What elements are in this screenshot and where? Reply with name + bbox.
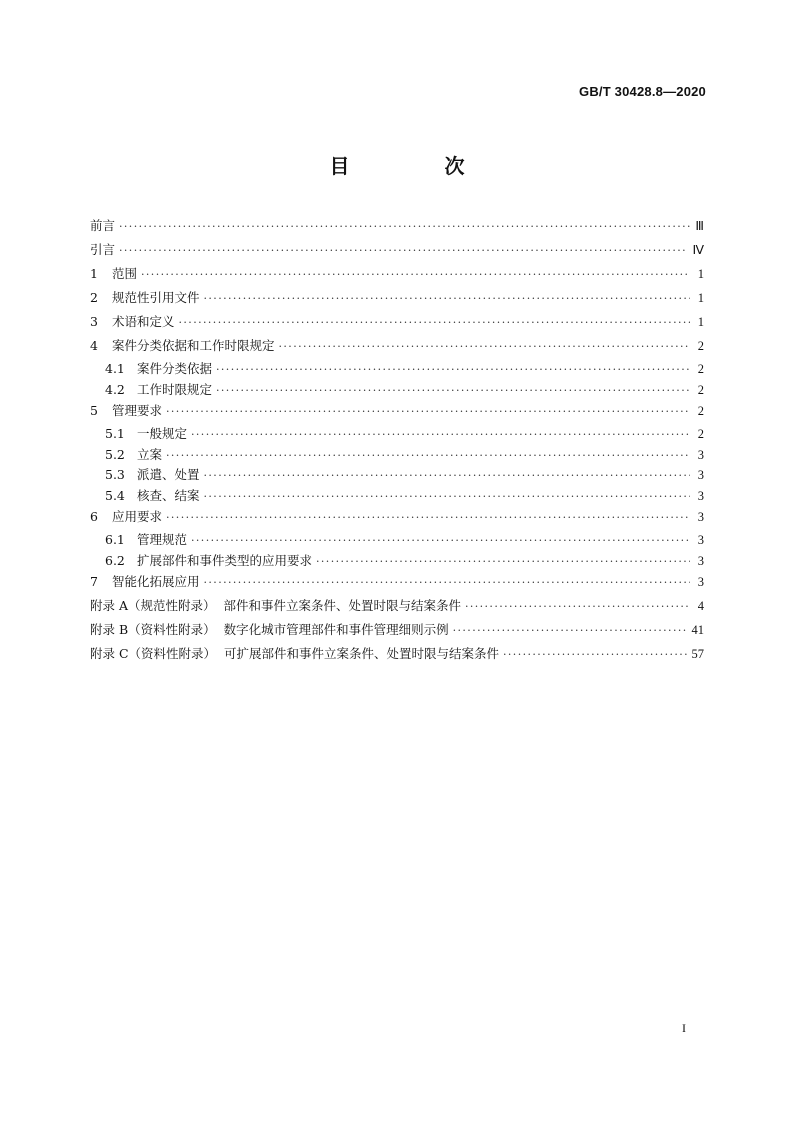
toc-entry-page: 2 xyxy=(697,362,704,376)
toc-entry-page: 2 xyxy=(697,339,704,353)
toc-dot-leader xyxy=(465,597,690,617)
toc-entry[interactable] xyxy=(90,312,704,336)
toc-entry[interactable] xyxy=(90,572,704,596)
toc-entry[interactable] xyxy=(90,487,704,508)
toc-dot-leader xyxy=(191,532,690,550)
page-number: I xyxy=(682,1021,686,1035)
toc-entry[interactable] xyxy=(90,336,704,360)
toc-entry-number: 6.1 xyxy=(105,532,125,547)
toc-dot-leader xyxy=(453,621,688,641)
toc-entry-label: 附录 C（资料性附录） 可扩展部件和事件立案条件、处置时限与结案条件 xyxy=(90,646,499,661)
toc-dot-leader xyxy=(316,553,690,571)
toc-entry-number: 6 xyxy=(90,509,98,524)
toc-entry-label: 立案 xyxy=(137,446,163,462)
toc-entry-label: 派遣、处置 xyxy=(137,467,200,482)
toc-entry-label: 智能化拓展应用 xyxy=(112,574,200,589)
toc-entry-number: 4.2 xyxy=(105,381,125,397)
toc-dot-leader xyxy=(179,313,690,333)
toc-entry[interactable] xyxy=(90,264,704,288)
toc-entry-page: 3 xyxy=(697,488,704,503)
toc-entry-number: 5.3 xyxy=(105,467,125,482)
toc-entry[interactable] xyxy=(90,552,704,573)
toc-entry[interactable] xyxy=(90,240,704,264)
toc-entry-label: 规范性引用文件 xyxy=(112,290,200,305)
toc-dot-leader xyxy=(166,508,690,528)
toc-dot-leader xyxy=(119,241,688,261)
toc-entry-page: 1 xyxy=(697,267,704,281)
toc-entry-page: 2 xyxy=(697,404,704,418)
toc-entry-page: Ⅲ xyxy=(695,219,704,233)
toc-entry[interactable] xyxy=(90,466,704,487)
toc-entry[interactable] xyxy=(90,620,704,644)
toc-entry-number: 4.1 xyxy=(105,361,125,376)
toc-entry[interactable] xyxy=(90,507,704,531)
toc-entry-label: 附录 B（资料性附录） 数字化城市管理部件和事件管理细则示例 xyxy=(90,622,449,637)
toc-entry[interactable] xyxy=(90,644,704,668)
toc-entry-page: 3 xyxy=(697,553,704,568)
toc-entry-label: 案件分类依据 xyxy=(137,361,213,376)
toc-entry-page: 3 xyxy=(697,575,704,589)
toc-entry-number: 3 xyxy=(90,314,98,329)
toc-dot-leader xyxy=(119,217,690,237)
toc-entry-label: 应用要求 xyxy=(112,509,163,524)
toc-entry[interactable] xyxy=(90,401,704,425)
toc-entry[interactable] xyxy=(90,216,704,240)
toc-dot-leader xyxy=(191,426,690,444)
toc-entry-number: 2 xyxy=(90,290,98,305)
toc-entry-number: 7 xyxy=(90,574,98,589)
toc-entry-label: 管理要求 xyxy=(112,403,163,418)
toc-entry-label: 一般规定 xyxy=(137,426,188,441)
toc-dot-leader xyxy=(204,573,690,593)
toc-entry[interactable] xyxy=(90,446,704,467)
toc-entry[interactable] xyxy=(90,360,704,381)
toc-entry-page: 4 xyxy=(697,599,704,613)
toc-entry-number: 5.4 xyxy=(105,487,125,503)
toc-entry[interactable] xyxy=(90,531,704,552)
toc-entry-label: 术语和定义 xyxy=(112,314,175,329)
standard-code: GB/T 30428.8—2020 xyxy=(579,84,706,99)
toc-dot-leader xyxy=(141,265,690,285)
toc-entry-number: 5 xyxy=(90,403,98,418)
toc-entry-page: Ⅳ xyxy=(692,243,704,257)
toc-dot-leader xyxy=(279,337,690,357)
toc-entry-label: 核查、结案 xyxy=(137,487,200,503)
toc-entry-label: 前言 xyxy=(90,218,116,233)
toc-entry-number: 6.2 xyxy=(105,552,125,568)
toc-entry-page: 3 xyxy=(697,533,704,547)
toc-entry-number: 5.1 xyxy=(105,426,125,441)
toc-entry[interactable] xyxy=(90,381,704,402)
toc-dot-leader xyxy=(216,361,690,379)
toc-entry-label: 管理规范 xyxy=(137,532,188,547)
toc-entry[interactable] xyxy=(90,288,704,312)
toc-entry-page: 41 xyxy=(691,623,704,637)
toc-entry-number: 4 xyxy=(90,338,98,353)
toc-dot-leader xyxy=(166,402,690,422)
toc-dot-leader xyxy=(204,488,690,506)
toc-entry-page: 1 xyxy=(697,315,704,329)
toc-entry-page: 2 xyxy=(697,382,704,397)
toc-entry-page: 57 xyxy=(691,647,704,661)
toc-entry-label: 范围 xyxy=(112,266,138,281)
toc-dot-leader xyxy=(166,447,690,465)
toc-entry-label: 工作时限规定 xyxy=(137,381,213,397)
toc-entry[interactable] xyxy=(90,596,704,620)
toc-entry-number: 1 xyxy=(90,266,98,281)
table-of-contents xyxy=(90,216,704,668)
toc-entry-page: 3 xyxy=(697,447,704,462)
toc-entry-label: 案件分类依据和工作时限规定 xyxy=(112,338,275,353)
toc-entry-label: 附录 A（规范性附录） 部件和事件立案条件、处置时限与结案条件 xyxy=(90,598,461,613)
toc-entry-page: 2 xyxy=(697,427,704,441)
toc-entry-page: 3 xyxy=(697,510,704,524)
toc-entry-number: 5.2 xyxy=(105,446,125,462)
toc-dot-leader xyxy=(216,382,690,400)
toc-dot-leader xyxy=(204,467,690,485)
toc-dot-leader xyxy=(204,289,690,309)
toc-title: 目 次 xyxy=(329,154,509,178)
toc-entry-label: 引言 xyxy=(90,242,116,257)
toc-entry-page: 3 xyxy=(697,468,704,482)
toc-entry[interactable] xyxy=(90,425,704,446)
toc-entry-label: 扩展部件和事件类型的应用要求 xyxy=(137,552,313,568)
toc-dot-leader xyxy=(503,645,688,665)
toc-entry-page: 1 xyxy=(697,291,704,305)
